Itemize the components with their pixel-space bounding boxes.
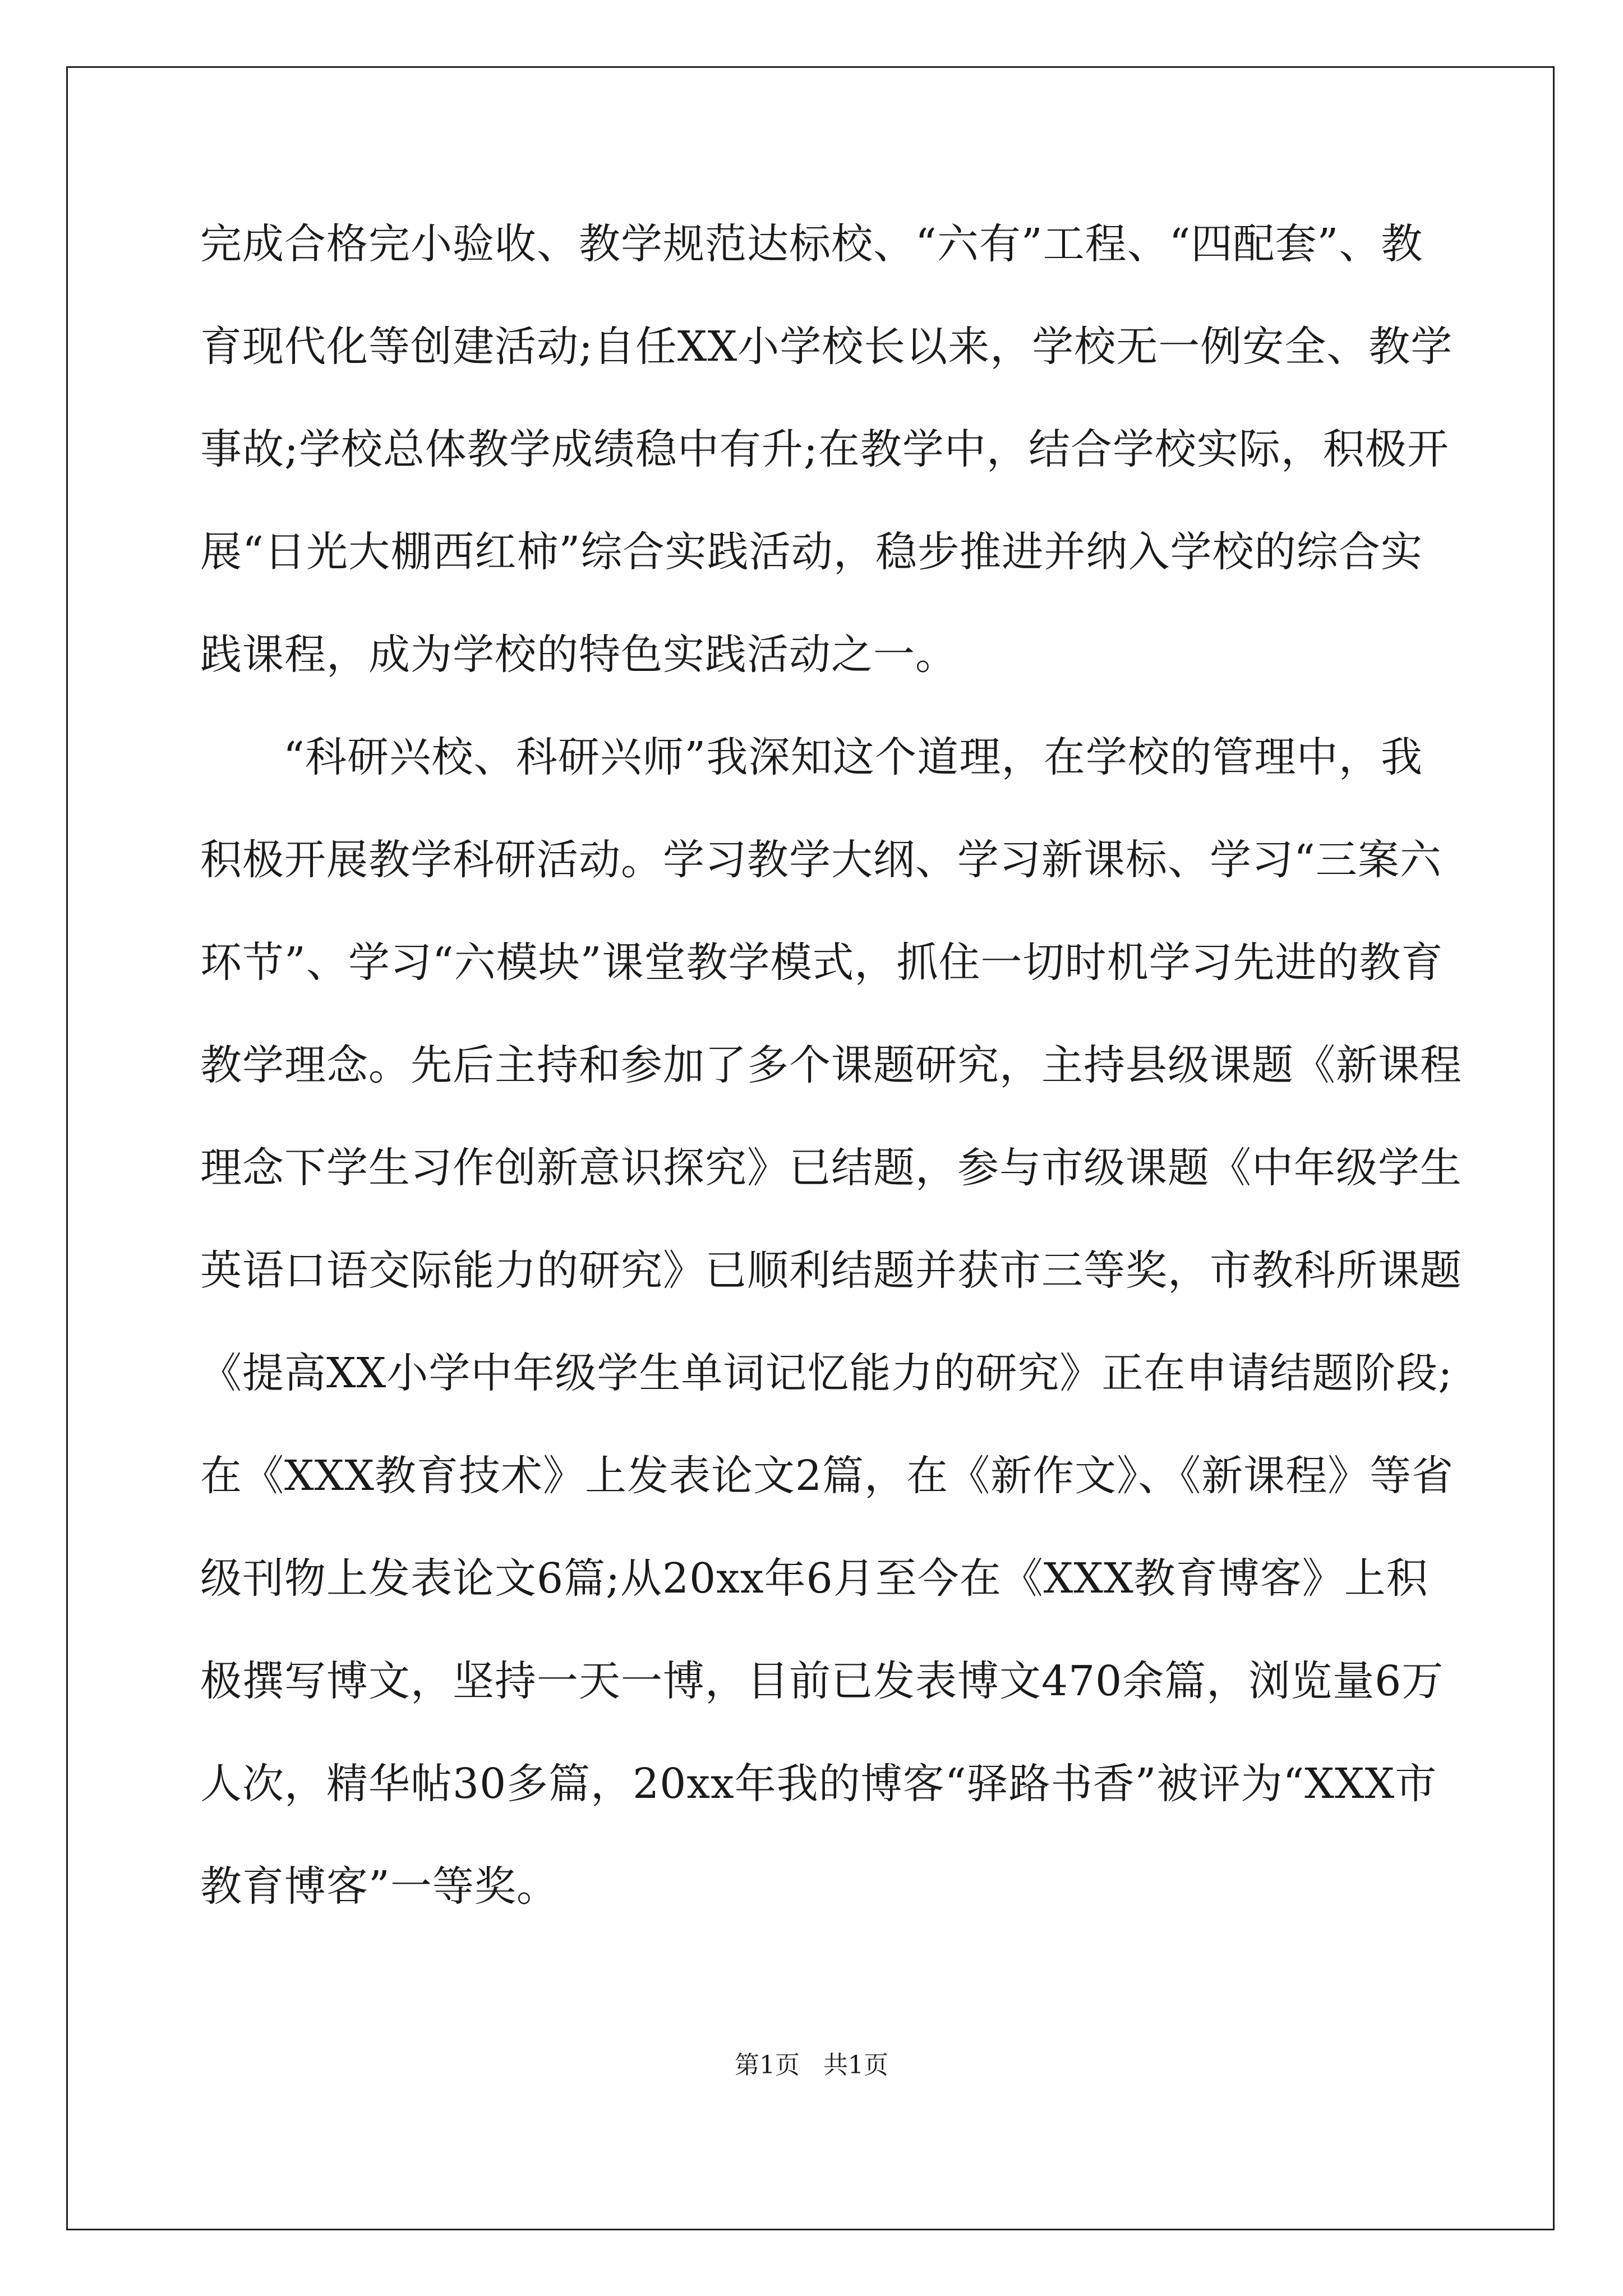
text-line: 践课程，成为学校的特色实践活动之一。 [200,631,957,679]
text-line: 教学理念。先后主持和参加了多个课题研究，主持县级课题《新课程 [200,1041,1462,1089]
text-line: 环节”、学习“六模块”课堂教学模式，抓住一切时机学习先进的教育 [200,938,1444,987]
text-line: 极撰写博文，坚持一天一博，目前已发表博文470余篇，浏览量6万 [200,1657,1444,1705]
text-line: 积极开展教学科研活动。学习教学大纲、学习新课标、学习“三案六 [200,836,1442,884]
text-line: 育现代化等创建活动;自任XX小学校长以来，学校无一例安全、教学 [200,323,1453,371]
text-line: 人次，精华帖30多篇，20xx年我的博客“驿路书香”被评为“XXX市 [200,1760,1437,1808]
text-line: 理念下学生习作创新意识探究》已结题，参与市级课题《中年级学生 [200,1144,1462,1192]
text-line: 《提高XX小学中年级学生单词记忆能力的研究》正在申请结题阶段; [200,1349,1453,1397]
text-line: 完成合格完小验收、教学规范达标校、“六有”工程、“四配套”、教 [200,220,1423,268]
text-line: 教育博客”一等奖。 [200,1862,559,1911]
document-body [200,210,1462,1955]
text-line: 事故;学校总体教学成绩稳中有升;在教学中，结合学校实际，积极开 [200,425,1449,473]
text-line: 级刊物上发表论文6篇;从20xx年6月至今在《XXX教育博客》上积 [200,1554,1428,1603]
text-line: “科研兴校、科研兴师”我深知这个道理，在学校的管理中，我 [283,733,1423,781]
paragraph-2 [200,724,1462,1955]
text-line: 英语口语交际能力的研究》已顺利结题并获市三等奖，市教科所课题 [200,1246,1462,1295]
text-line: 在《XXX教育技术》上发表论文2篇，在《新作文》、《新课程》等省 [200,1452,1454,1500]
page-number-footer: 第1页 共1页 [735,2051,888,2079]
paragraph-1 [200,210,1453,724]
text-line: 展“日光大棚西红柿”综合实践活动，稳步推进并纳入学校的综合实 [200,528,1423,576]
